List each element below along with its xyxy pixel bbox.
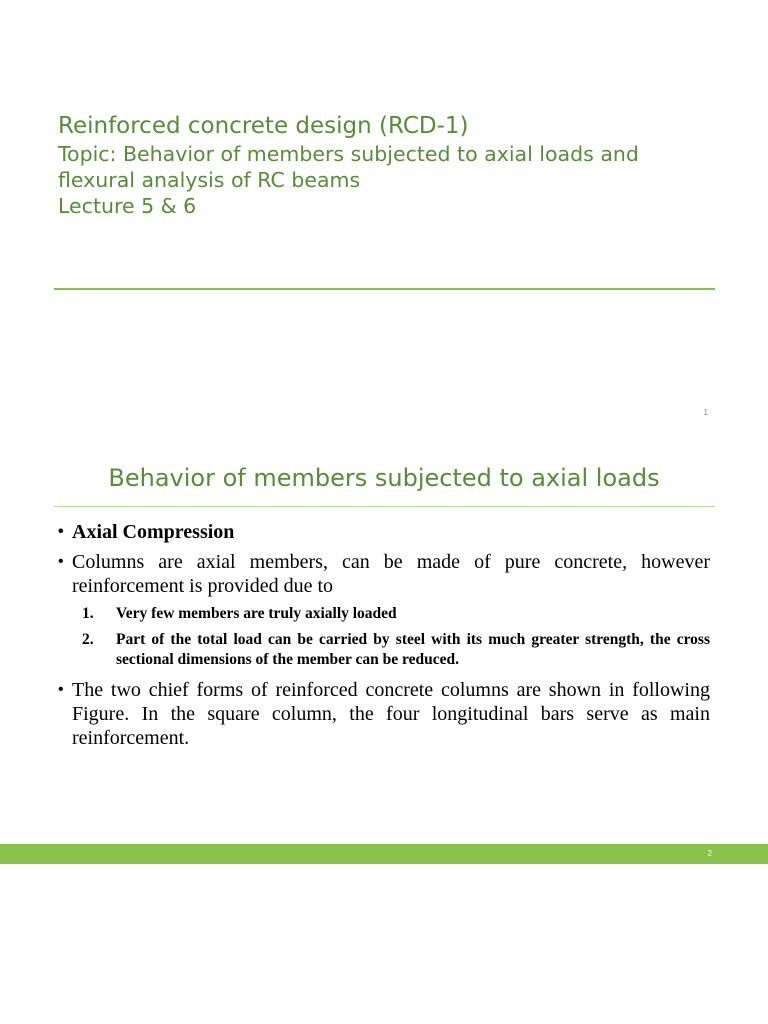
title-block (58, 112, 718, 219)
slide-1 (0, 0, 768, 432)
bullet-columns: • Columns are axial members, can be made of pure concrete, however reinforcement is provided due to (58, 550, 710, 598)
slide-topic: Topic: Behavior of members subjected to axial loads and flexural analysis of RC beams (58, 142, 639, 192)
slide-content (58, 520, 710, 750)
list-item-number: 2. (82, 631, 94, 648)
slide-title: Reinforced concrete design (RCD-1) (58, 113, 469, 139)
slide-heading: Behavior of members subjected to axial loads (108, 464, 660, 492)
slide-number: 2 (707, 849, 712, 858)
list-item-number: 1. (82, 605, 94, 622)
bullet-column-forms: • The two chief forms of reinforced concrete columns are shown in following Figure. In the square column, the four longitudinal bars serve as main reinforcement. (58, 678, 710, 750)
slide-lecture: Lecture 5 & 6 (58, 194, 197, 218)
list-item (58, 630, 710, 670)
bullet-axial-compression: • Axial Compression (58, 520, 710, 544)
list-item-text: Part of the total load can be carried by steel with its much greater strength, the cross sectional dimensions of the member can be reduced. (116, 631, 710, 668)
footer-bar (0, 844, 768, 864)
list-item (58, 604, 710, 624)
slide-number: 1 (703, 408, 708, 417)
slide-2 (0, 432, 768, 864)
numbered-list (58, 604, 710, 670)
title-divider (54, 288, 715, 290)
list-item-text: Very few members are truly axially loaded (116, 605, 397, 622)
heading-divider (54, 506, 715, 507)
